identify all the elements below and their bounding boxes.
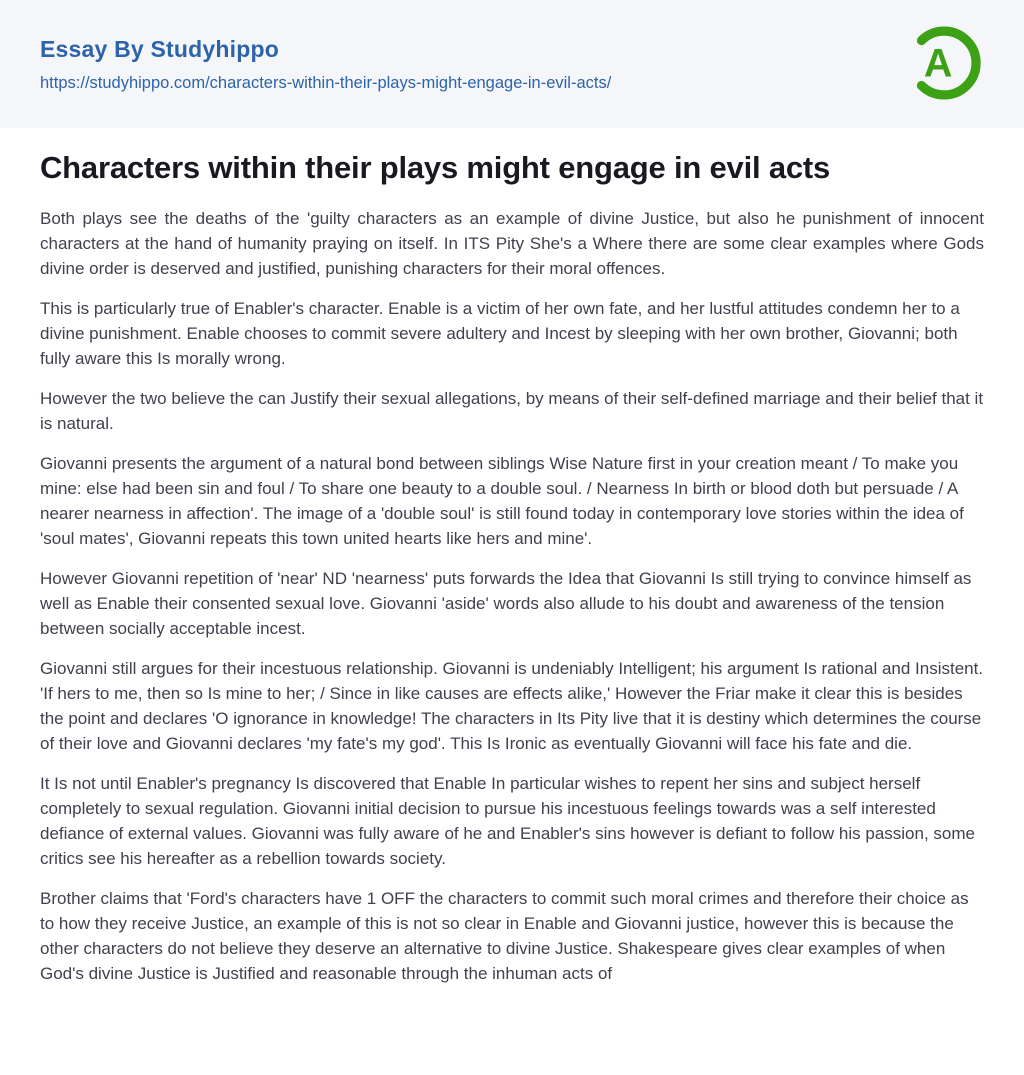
studyhippo-logo — [902, 17, 986, 114]
essay-body — [40, 206, 984, 986]
essay-paragraph: It Is not until Enabler's pregnancy Is discovered that Enable In particular wishes to repent her sins and subject herself completely to sexual regulation. Giovanni initial decision to pursue his incestuous feelings towards was a self interested defiance of external values. Giovanni was fully aware of he and Enabler's sins however is defiant to follow his passion, some critics see his hereafter as a rebellion towards society. — [40, 773, 975, 868]
essay-content — [0, 128, 1024, 986]
essay-paragraph: However the two believe the can Justify their sexual allegations, by means of their self-defined marriage and their belief that it is natural. — [40, 388, 984, 433]
site-title-link[interactable]: Essay By Studyhippo — [40, 35, 279, 62]
essay-paragraph: However Giovanni repetition of 'near' ND 'nearness' puts forwards the Idea that Giovanni Is still trying to convince himself as well as Enable their consented sexual love. Giovanni 'aside' words also allude to his doubt and awareness of the tension between socially acceptable incest. — [40, 568, 972, 638]
page-header — [0, 0, 1024, 128]
essay-paragraph: This is particularly true of Enabler's character. Enable is a victim of her own fate, and her lustful attitudes condemn her to a divine punishment. Enable chooses to commit severe adultery and Incest by sleeping with her own brother, Giovanni; both fully aware this Is morally wrong. — [40, 298, 960, 368]
logo-letter: A — [923, 40, 953, 85]
logo-arc-icon — [902, 17, 986, 109]
page-url-link[interactable]: https://studyhippo.com/characters-within-their-plays-might-engage-in-evil-acts/ — [40, 73, 612, 92]
essay-paragraph: Both plays see the deaths of the 'guilty characters as an example of divine Justice, but also he punishment of innocent characters at the hand of humanity praying on itself. In ITS Pity She's a Where there are some clear examples where Gods divine order is deserved and justified, punishing characters for their moral offences. — [40, 208, 984, 278]
essay-paragraph: Giovanni still argues for their incestuous relationship. Giovanni is undeniably Intelligent; his argument Is rational and Insistent. 'If hers to me, then so Is mine to her; / Since in like causes are effects alike,' However the Friar make it clear this is besides the point and declares 'O ignorance in knowledge! The characters in Its Pity live that it is destiny which determines the course of their love and Giovanni declares 'my fate's my god'. This Is Ironic as eventually Giovanni will face his fate and die. — [40, 658, 984, 753]
essay-paragraph: Giovanni presents the argument of a natural bond between siblings Wise Nature first in your creation meant / To make you mine: else had been sin and foul / To share one beauty to a double soul. / Nearness In birth or blood doth but persuade / A nearer nearness in affection'. The image of a 'double soul' is still found today in contemporary love stories within the idea of 'soul mates', Giovanni repeats this town united hearts like hers and mine'. — [40, 453, 964, 548]
essay-title: Characters within their plays might engage in evil acts — [40, 150, 831, 185]
essay-paragraph: Brother claims that 'Ford's characters have 1 OFF the characters to commit such moral crimes and therefore their choice as to how they receive Justice, an example of this is not so clear in Enable and Giovanni justice, however this is because the other characters do not believe they deserve an alternative to divine Justice. Shakespeare gives clear examples of when God's divine Justice is Justified and reasonable through the inhuman acts of — [40, 888, 969, 983]
header-text-block — [40, 36, 611, 93]
